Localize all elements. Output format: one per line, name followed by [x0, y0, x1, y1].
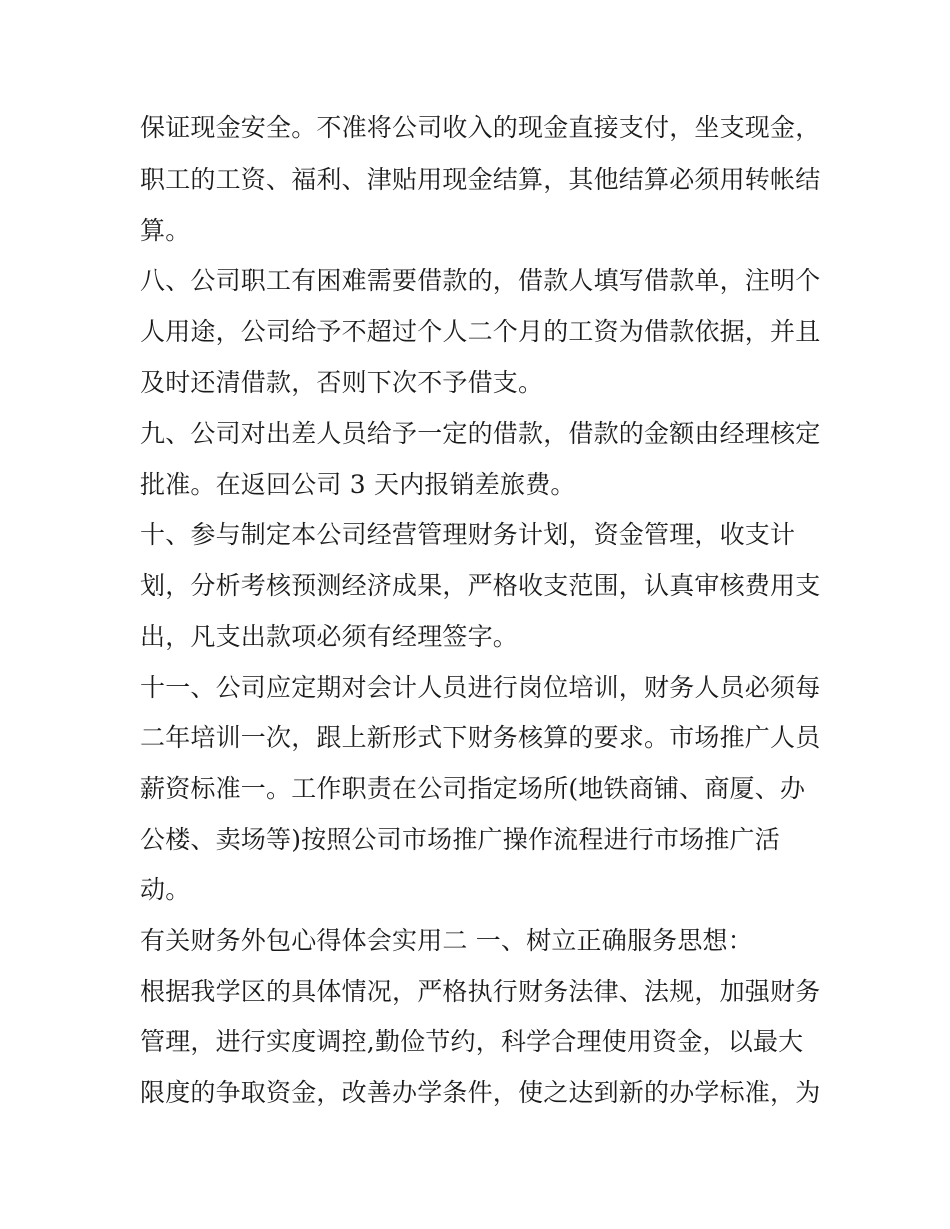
text-line-10: 划，分析考核预测经济成果，严格收支范围，认真审核费用支	[140, 571, 821, 600]
text-line-2: 职工的工资、福利、津贴用现金结算，其他结算必须用转帐结	[140, 165, 821, 194]
text-line-4: 八、公司职工有困难需要借款的，借款人填写借款单，注明个	[140, 266, 821, 295]
text-line-17: 有关财务外包心得体会实用二 一、树立正确服务思想：	[140, 926, 753, 955]
text-line-3: 算。	[140, 216, 191, 245]
text-line-12: 十一、公司应定期对会计人员进行岗位培训，财务人员必须每	[140, 673, 821, 702]
text-line-16: 动。	[140, 875, 191, 904]
text-line-15: 公楼、卖场等)按照公司市场推广操作流程进行市场推广活	[140, 825, 780, 854]
text-line-14: 薪资标准一。工作职责在公司指定场所(地铁商铺、商厦、办	[140, 774, 806, 803]
text-line-7: 九、公司对出差人员给予一定的借款，借款的金额由经理核定	[140, 419, 821, 448]
text-line-19: 管理，进行实度调控,勤俭节约，科学合理使用资金，以最大	[140, 1027, 804, 1056]
text-line-11: 出，凡支出款项必须有经理签字。	[140, 622, 519, 651]
text-line-6: 及时还清借款，否则下次不予借支。	[140, 368, 544, 397]
text-line-8: 批准。在返回公司 3 天内报销差旅费。	[140, 470, 576, 499]
text-line-13: 二年培训一次，跟上新形式下财务核算的要求。市场推广人员	[140, 723, 821, 752]
text-line-9: 十、参与制定本公司经营管理财务计划，资金管理，收支计	[140, 520, 796, 549]
text-line-20: 限度的争取资金，改善办学条件，使之达到新的办学标准，为	[140, 1078, 821, 1107]
text-line-5: 人用途，公司给予不超过个人二个月的工资为借款依据，并且	[140, 317, 821, 346]
text-line-18: 根据我学区的具体情况，严格执行财务法律、法规，加强财务	[140, 977, 821, 1006]
text-line-1: 保证现金安全。不准将公司收入的现金直接支付，坐支现金，	[140, 113, 821, 142]
